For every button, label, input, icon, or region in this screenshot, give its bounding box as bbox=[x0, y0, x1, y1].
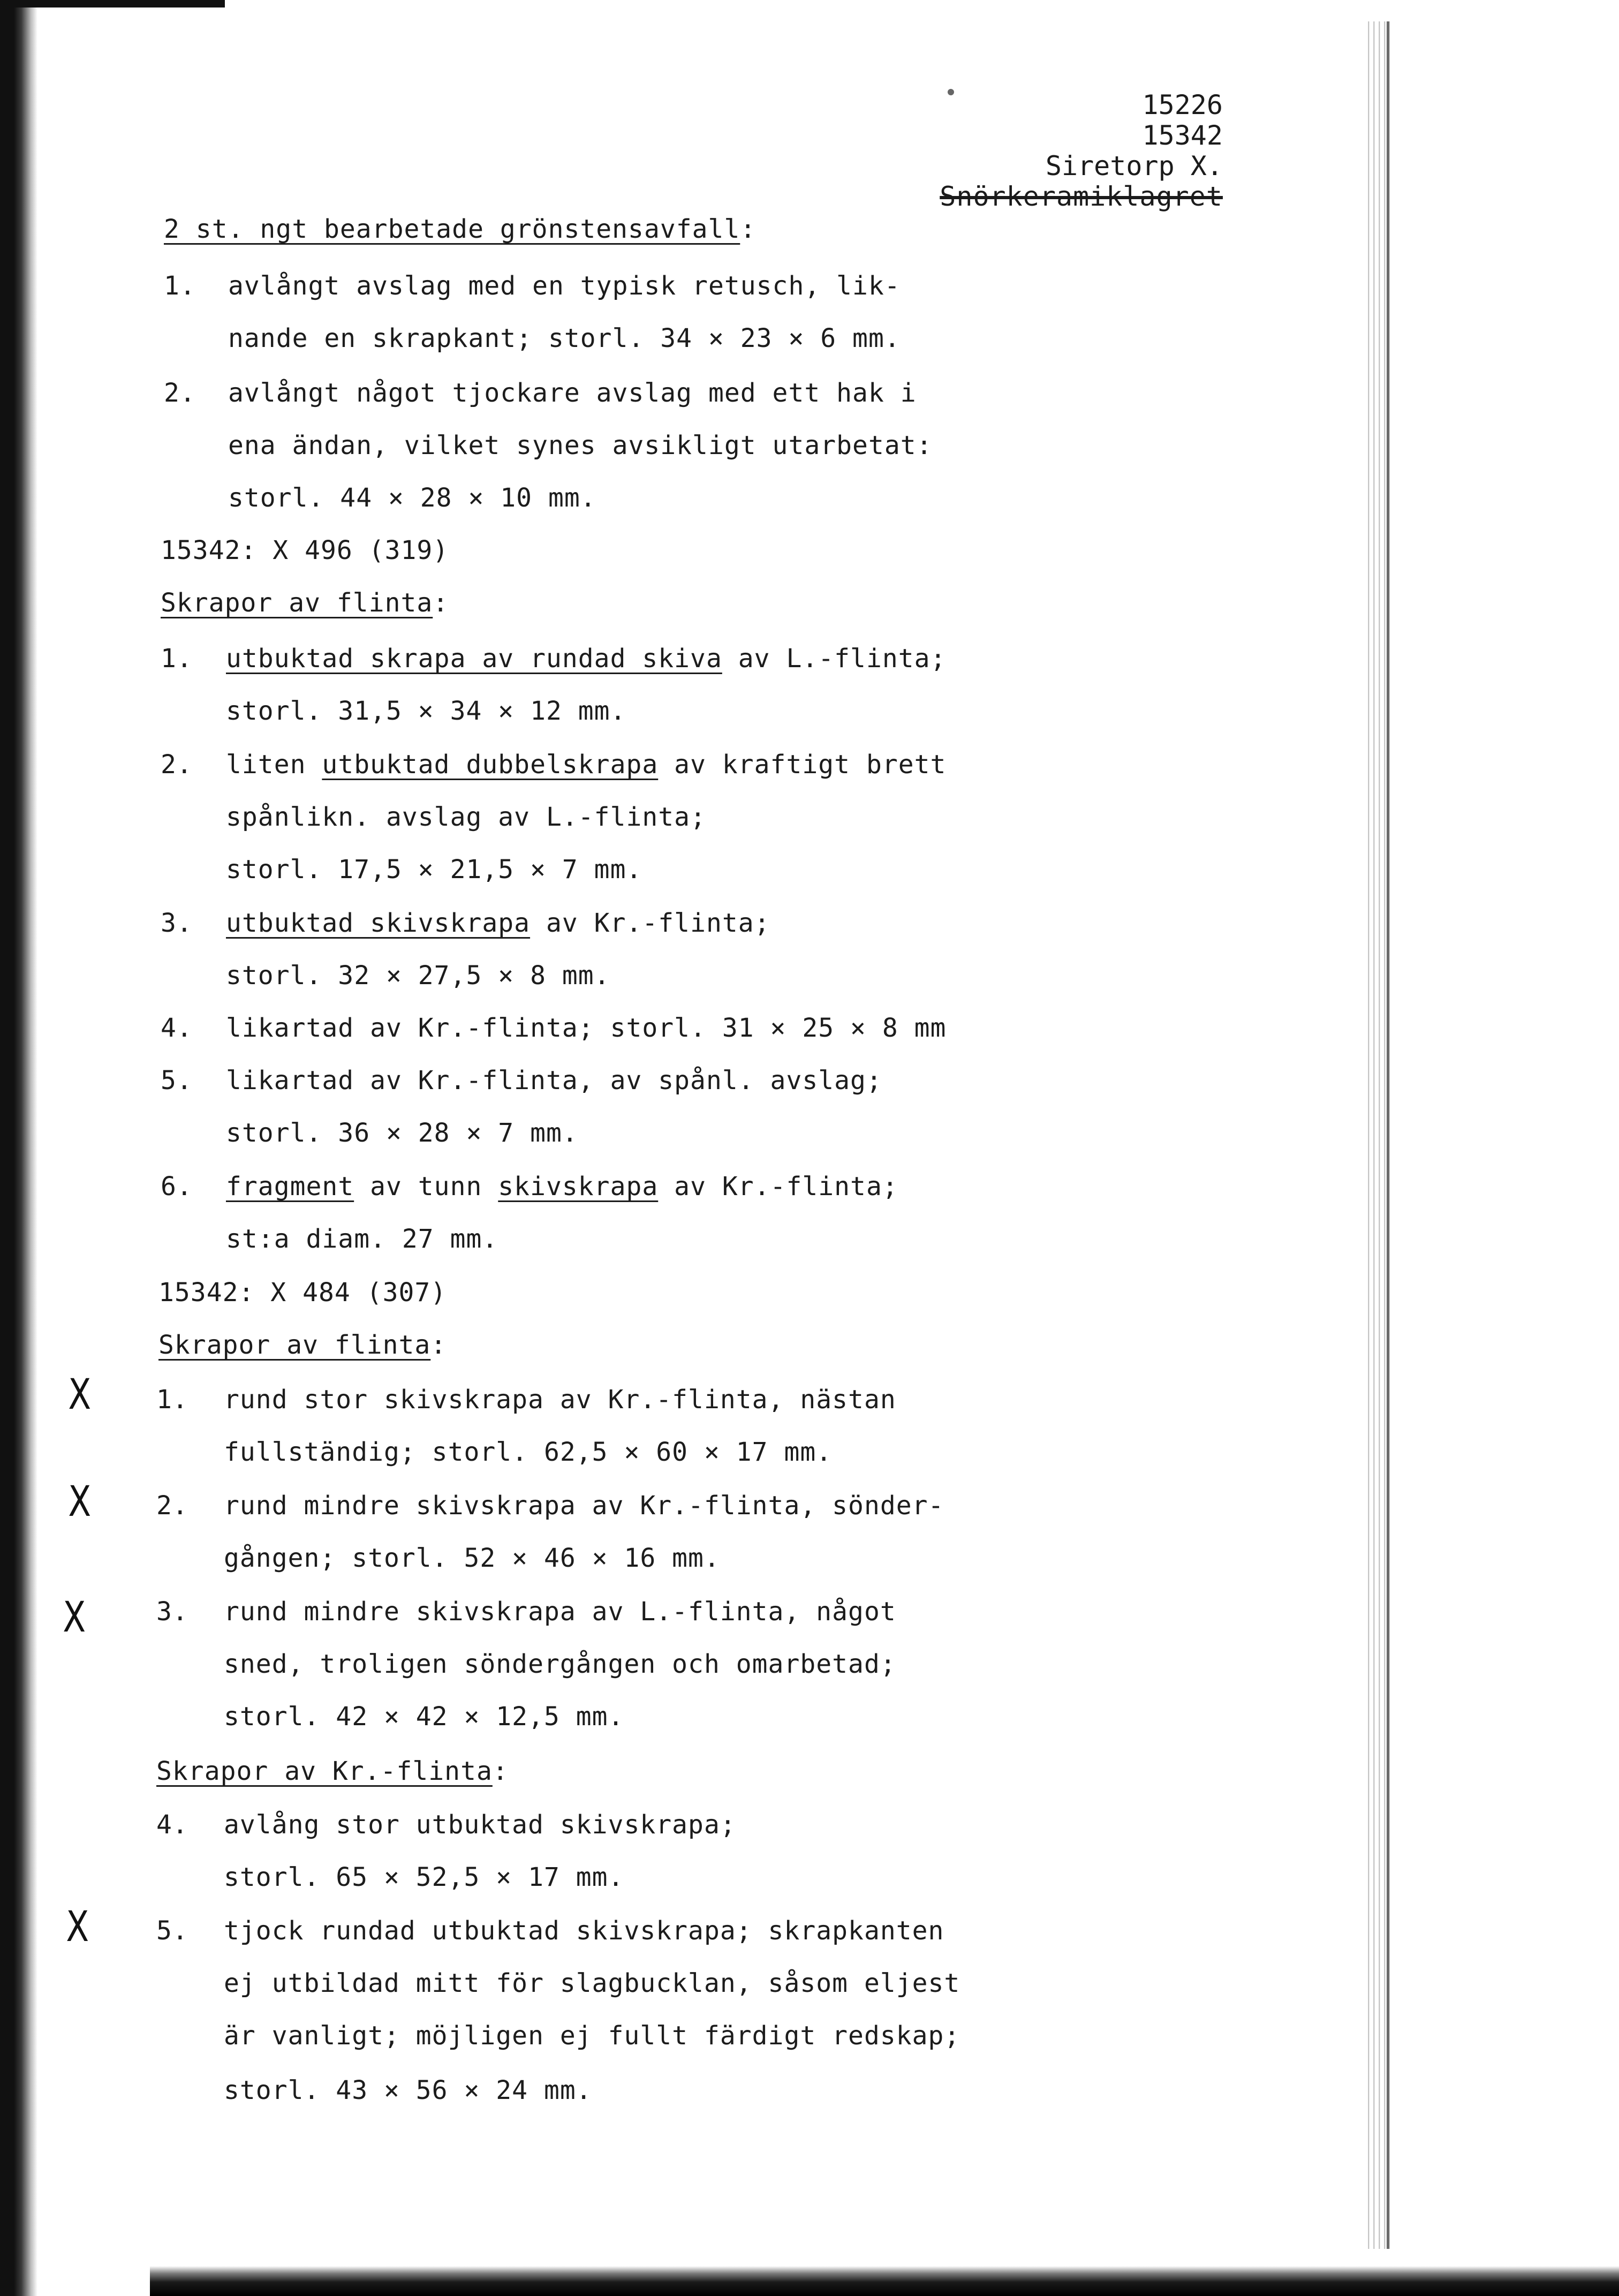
item-number: 2. bbox=[164, 378, 196, 408]
item-number: 1. bbox=[161, 644, 193, 674]
item-line: avlång stor utbuktad skivskrapa; bbox=[224, 1810, 736, 1840]
plain-text: av L.-flinta; bbox=[722, 644, 947, 674]
item-number: 1. bbox=[164, 271, 196, 301]
section-heading bbox=[161, 588, 449, 618]
item-line: storl. 42 × 42 × 12,5 mm. bbox=[224, 1702, 624, 1732]
item-line: är vanligt; möjligen ej fullt färdigt redskap; bbox=[224, 2021, 960, 2051]
item-number: 5. bbox=[156, 1916, 188, 1946]
item-line: rund mindre skivskrapa av L.-flinta, något bbox=[224, 1597, 896, 1627]
margin-x-mark: X bbox=[63, 1593, 86, 1642]
catalog-entry: 15342: X 484 (307) bbox=[158, 1278, 447, 1308]
item-line: storl. 44 × 28 × 10 mm. bbox=[228, 483, 596, 513]
item-line: nande en skrapkant; storl. 34 × 23 × 6 mm. bbox=[228, 323, 901, 353]
section-heading bbox=[156, 1756, 509, 1786]
section-heading bbox=[158, 1330, 447, 1360]
margin-x-mark: X bbox=[66, 1903, 89, 1951]
page-stack-line bbox=[1387, 21, 1389, 2249]
item-line: storl. 31,5 × 34 × 12 mm. bbox=[226, 696, 626, 726]
underlined-text: utbuktad skivskrapa bbox=[226, 908, 531, 938]
plain-text: av tunn bbox=[354, 1172, 498, 1202]
item-line: rund stor skivskrapa av Kr.-flinta, nästan bbox=[224, 1385, 896, 1415]
catalog-entry: 15342: X 496 (319) bbox=[161, 535, 449, 565]
heading-colon: : bbox=[433, 588, 449, 618]
plain-text: av Kr.-flinta; bbox=[530, 908, 770, 938]
underlined-text: utbuktad skrapa av rundad skiva bbox=[226, 644, 722, 674]
item-line bbox=[226, 644, 946, 674]
item-line: storl. 32 × 27,5 × 8 mm. bbox=[226, 961, 610, 991]
catalog-number-2: 15342 bbox=[1142, 120, 1223, 151]
binding-top-edge bbox=[0, 0, 225, 7]
item-line: storl. 17,5 × 21,5 × 7 mm. bbox=[226, 855, 642, 885]
item-line: avlångt något tjockare avslag med ett hak i bbox=[228, 378, 917, 408]
item-number: 3. bbox=[161, 908, 193, 938]
item-line: likartad av Kr.-flinta, av spånl. avslag; bbox=[226, 1066, 882, 1096]
section-heading bbox=[164, 214, 756, 244]
item-line: ena ändan, vilket synes avsikligt utarbetat: bbox=[228, 430, 933, 460]
page-stack-edge bbox=[1364, 21, 1390, 2249]
heading-text: Skrapor av flinta bbox=[158, 1330, 431, 1360]
item-line: spånlikn. avslag av L.-flinta; bbox=[226, 802, 706, 832]
item-line: st:a diam. 27 mm. bbox=[226, 1224, 498, 1254]
heading-colon: : bbox=[430, 1330, 447, 1360]
catalog-number-1: 15226 bbox=[1142, 89, 1223, 120]
item-line bbox=[226, 1172, 898, 1202]
item-line bbox=[226, 750, 946, 780]
underlined-text: utbuktad dubbelskrapa bbox=[322, 750, 659, 780]
page-header bbox=[940, 90, 1223, 212]
item-number: 4. bbox=[161, 1013, 193, 1043]
heading-colon: : bbox=[740, 214, 756, 244]
plain-text: av Kr.-flinta; bbox=[658, 1172, 898, 1202]
margin-x-mark: X bbox=[68, 1478, 92, 1526]
item-number: 5. bbox=[161, 1066, 193, 1096]
item-line: ej utbildad mitt för slagbucklan, såsom eljest bbox=[224, 1968, 960, 1998]
underlined-text: skivskrapa bbox=[498, 1172, 659, 1202]
item-number: 6. bbox=[161, 1172, 193, 1202]
item-line: fullständig; storl. 62,5 × 60 × 17 mm. bbox=[224, 1437, 833, 1467]
item-line bbox=[226, 908, 770, 938]
binding-edge bbox=[0, 0, 37, 2296]
item-number: 2. bbox=[161, 750, 193, 780]
item-line: likartad av Kr.-flinta; storl. 31 × 25 × 8 mm bbox=[226, 1013, 947, 1043]
item-line: gången; storl. 52 × 46 × 16 mm. bbox=[224, 1543, 720, 1573]
site-name: Siretorp X. bbox=[1045, 150, 1223, 182]
item-line: avlångt avslag med en typisk retusch, lik- bbox=[228, 271, 901, 301]
underlined-text: fragment bbox=[226, 1172, 354, 1202]
item-number: 3. bbox=[156, 1597, 188, 1627]
item-number: 4. bbox=[156, 1810, 188, 1840]
item-line: storl. 43 × 56 × 24 mm. bbox=[224, 2075, 592, 2105]
item-line: tjock rundad utbuktad skivskrapa; skrapkanten bbox=[224, 1916, 944, 1946]
bottom-page-edge bbox=[150, 2266, 1619, 2296]
item-number: 2. bbox=[156, 1491, 188, 1521]
heading-text: 2 st. ngt bearbetade grönstensavfall bbox=[164, 214, 740, 244]
item-line: sned, troligen söndergången och omarbetad; bbox=[224, 1649, 896, 1679]
item-line: rund mindre skivskrapa av Kr.-flinta, sönder- bbox=[224, 1491, 944, 1521]
struck-layer-name: Snörkeramiklagret bbox=[940, 181, 1223, 212]
plain-text: av kraftigt brett bbox=[658, 750, 947, 780]
heading-colon: : bbox=[492, 1756, 509, 1786]
item-number: 1. bbox=[156, 1385, 188, 1415]
margin-x-mark: X bbox=[68, 1371, 92, 1419]
heading-text: Skrapor av Kr.-flinta bbox=[156, 1756, 493, 1786]
plain-text: liten bbox=[226, 750, 322, 780]
heading-text: Skrapor av flinta bbox=[161, 588, 433, 618]
item-line: storl. 36 × 28 × 7 mm. bbox=[226, 1118, 578, 1148]
item-line: storl. 65 × 52,5 × 17 mm. bbox=[224, 1862, 624, 1892]
